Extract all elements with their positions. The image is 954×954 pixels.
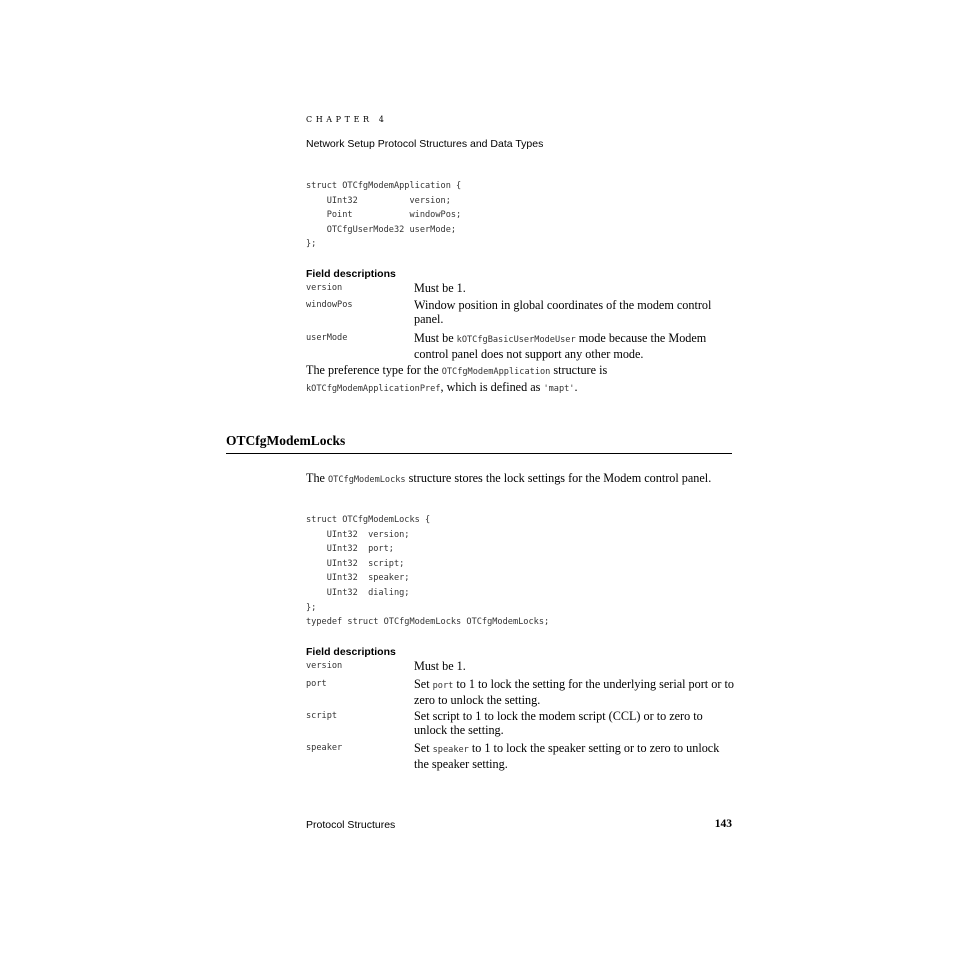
field-term: speaker bbox=[306, 743, 343, 753]
footer-section-name: Protocol Structures bbox=[306, 819, 396, 831]
inline-code: kOTCfgModemApplicationPref bbox=[306, 384, 441, 395]
desc-text: to 1 to lock the setting for the underlying serial port or to zero to unlock the setting. bbox=[414, 677, 734, 708]
para-text: , which is defined as bbox=[440, 380, 544, 395]
inline-code: speaker bbox=[432, 745, 469, 755]
inline-code: port bbox=[432, 681, 454, 691]
chapter-label: CHAPTER 4 bbox=[306, 115, 388, 124]
section-title: OTCfgModemLocks bbox=[226, 433, 346, 448]
para-text: . bbox=[574, 380, 578, 395]
field-descriptions-heading: Field descriptions bbox=[306, 268, 396, 280]
modem-locks-intro bbox=[306, 471, 726, 488]
code-block-modem-locks: struct OTCfgModemLocks { UInt32 version; UInt32 port; UInt32 script; UInt32 speaker; UInt32 dialing; }; typedef struct OTCfgModemLocks OTCfgModemLocks; bbox=[306, 515, 550, 628]
field-term: userMode bbox=[306, 333, 348, 343]
page-number: 143 bbox=[714, 818, 732, 830]
para-text: The preference type for the bbox=[306, 363, 442, 377]
field-description bbox=[414, 741, 734, 772]
field-description bbox=[414, 659, 734, 673]
field-description bbox=[414, 677, 734, 708]
desc-text: Must be bbox=[414, 331, 457, 345]
field-description: Must be 1. bbox=[414, 281, 466, 295]
para-text: The bbox=[306, 471, 328, 485]
inline-code: OTCfgModemApplication bbox=[441, 367, 551, 377]
desc-text: mode because the Modem control panel does not support any other mode. bbox=[414, 331, 707, 362]
field-description bbox=[414, 331, 734, 362]
desc-text: Set bbox=[414, 741, 433, 755]
inline-code: 'mapt' bbox=[543, 384, 575, 395]
running-header: Network Setup Protocol Structures and Data Types bbox=[306, 138, 544, 150]
field-term: script bbox=[306, 711, 338, 721]
preference-type-paragraph bbox=[306, 363, 726, 398]
desc-text: Must be 1. bbox=[414, 659, 466, 673]
inline-code: kOTCfgBasicUserModeUser bbox=[456, 335, 576, 345]
field-term: version bbox=[306, 661, 343, 671]
field-term: port bbox=[306, 679, 327, 689]
inline-code: OTCfgModemLocks bbox=[328, 475, 406, 485]
code-block-modem-application: struct OTCfgModemApplication { UInt32 version; Point windowPos; OTCfgUserMode32 userMode; }; bbox=[306, 181, 462, 250]
field-term: version bbox=[306, 283, 343, 293]
field-descriptions-heading: Field descriptions bbox=[306, 646, 396, 658]
field-description: Window position in global coordinates of the modem control panel. bbox=[414, 298, 712, 327]
desc-text: Set bbox=[414, 677, 433, 691]
desc-text: Set script to 1 to lock the modem script (CCL) or to zero to unlock the setting. bbox=[414, 709, 703, 738]
field-term: windowPos bbox=[306, 300, 353, 310]
para-text: structure stores the lock settings for the Modem control panel. bbox=[405, 471, 712, 485]
field-description bbox=[414, 709, 734, 738]
desc-text: to 1 to lock the speaker setting or to zero to unlock the speaker setting. bbox=[414, 741, 720, 772]
section-rule bbox=[226, 453, 732, 454]
para-text: structure is bbox=[550, 363, 608, 377]
